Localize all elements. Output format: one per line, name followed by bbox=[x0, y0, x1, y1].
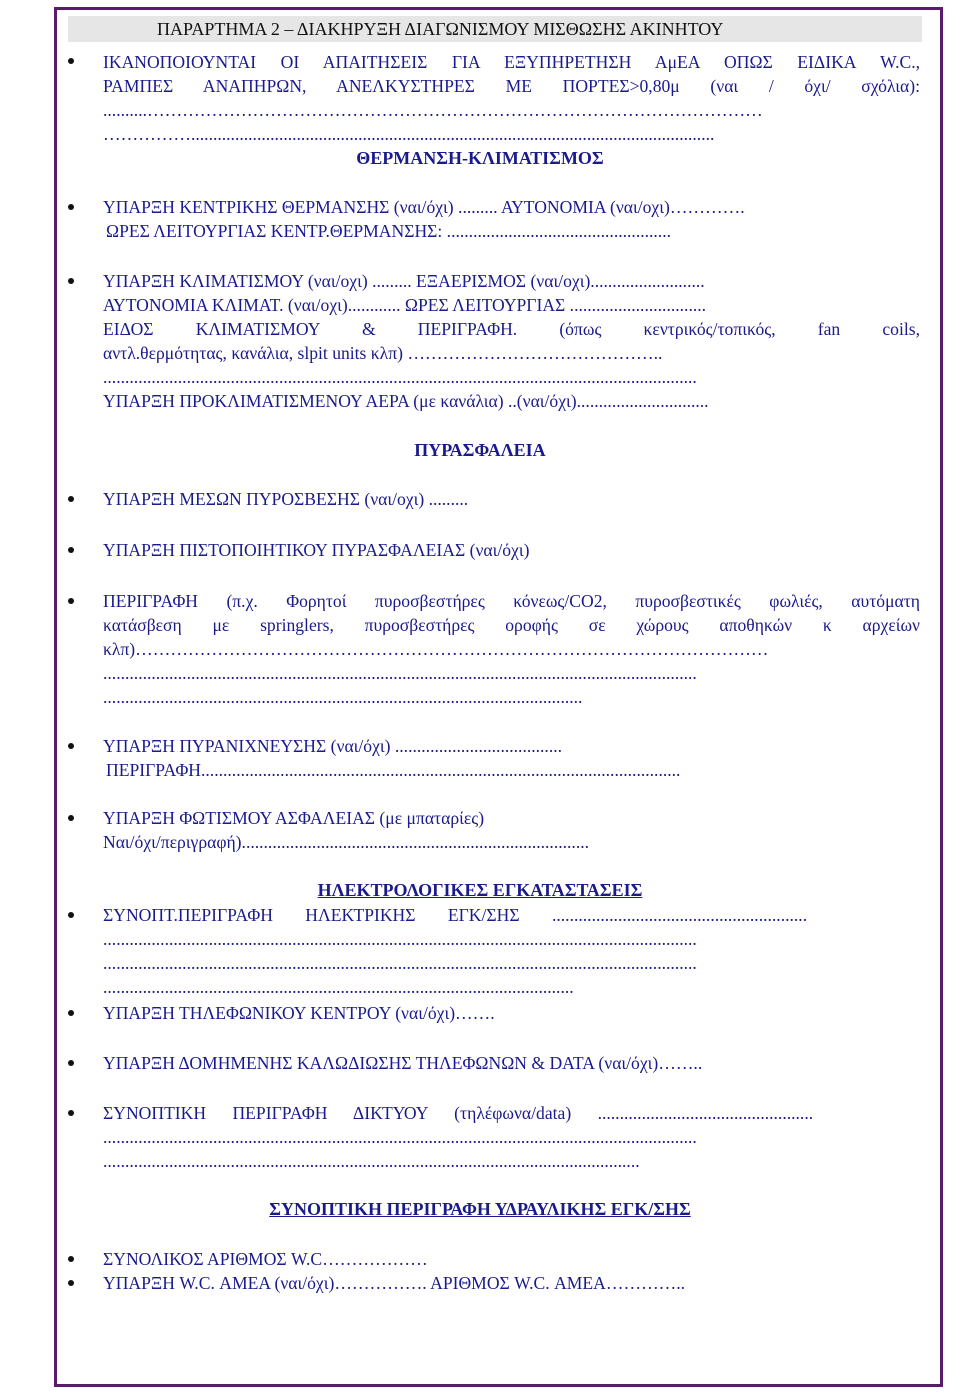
bullet bbox=[68, 278, 74, 284]
doc-line: Ναι/όχι/περιγραφή)............................................................................... bbox=[103, 832, 590, 852]
doc-line: ....................................................................................................................................... bbox=[103, 929, 697, 949]
doc-line: ............................................................................................................. bbox=[103, 687, 583, 707]
bullet bbox=[68, 496, 74, 502]
doc-line: ΠΕΡΙΓΡΑΦΗ............................................................................................................. bbox=[106, 760, 681, 780]
bullet bbox=[68, 743, 74, 749]
bullet bbox=[68, 204, 74, 210]
doc-line: ΣΥΝΟΛΙΚΟΣ ΑΡΙΘΜΟΣ W.C……………… bbox=[103, 1249, 428, 1269]
doc-line: ΣΥΝΟΠΤ.ΠΕΡΙΓΡΑΦΗ ΗΛΕΚΤΡΙΚΗΣ ΕΓΚ/ΣΗΣ .......................................................... bbox=[103, 905, 808, 925]
doc-line: ΠΕΡΙΓΡΑΦΗ (π.χ. Φορητοί πυροσβεστήρες κόνεως/CO2, πυροσβεστικές φωλιές, αυτόματη bbox=[103, 591, 920, 611]
bullet bbox=[68, 58, 74, 64]
doc-line: ΥΠΑΡΞΗ ΔΟΜΗΜΕΝΗΣ ΚΑΛΩΔΙΩΣΗΣ ΤΗΛΕΦΩΝΩΝ & DATA (ναι/όχι)…….. bbox=[103, 1053, 703, 1073]
doc-line: ΑΥΤΟΝΟΜΙΑ ΚΛΙΜΑΤ. (ναι/οχι)............ ΩΡΕΣ ΛΕΙΤΟΥΡΓΙΑΣ ............................... bbox=[103, 295, 707, 315]
doc-line: ΣΥΝΟΠΤΙΚΗ ΠΕΡΙΓΡΑΦΗ ΔΙΚΤΥΟΥ (τηλέφωνα/data) ................................................. bbox=[103, 1103, 814, 1123]
section-heading: ΗΛΕΚΤΡΟΛΟΓΙΚΕΣ ΕΓΚΑΤΑΣΤΑΣΕΙΣ bbox=[317, 880, 643, 900]
doc-line: ΥΠΑΡΞΗ ΠΥΡΑΝΙΧΝΕΥΣΗΣ (ναι/όχι) ...................................... bbox=[103, 736, 563, 756]
doc-line: ΥΠΑΡΞΗ W.C. ΑΜΕΑ (ναι/όχι)……………. ΑΡΙΘΜΟΣ W.C. ΑΜΕΑ………….. bbox=[103, 1273, 686, 1293]
bullet bbox=[68, 598, 74, 604]
doc-line: .......................................................................................................................... bbox=[103, 1151, 640, 1171]
section-heading: ΘΕΡΜΑΝΣΗ-ΚΛΙΜΑΤΙΣΜΟΣ bbox=[356, 148, 604, 168]
doc-line: ΥΠΑΡΞΗ ΜΕΣΩΝ ΠΥΡΟΣΒΕΣΗΣ (ναι/οχι) ......... bbox=[103, 489, 469, 509]
doc-line: κλπ)……………………………………………………………………………………………… bbox=[103, 639, 769, 659]
doc-line: ΥΠΑΡΞΗ ΠΙΣΤΟΠΟΙΗΤΙΚΟΥ ΠΥΡΑΣΦΑΛΕΙΑΣ (ναι/όχι) bbox=[103, 540, 530, 560]
doc-line: κατάσβεση με springlers, πυροσβεστήρες οροφής σε χώρους αποθηκών κ αρχείων bbox=[103, 615, 920, 635]
section-heading: ΣΥΝΟΠΤΙΚΗ ΠΕΡΙΓΡΑΦΗ ΥΔΡΑΥΛΙΚΗΣ ΕΓΚ/ΣΗΣ bbox=[269, 1199, 691, 1219]
doc-line: ΙΚΑΝΟΠΟΙΟΥΝΤΑΙ ΟΙ ΑΠΑΙΤΗΣΕΙΣ ΓΙΑ ΕΞΥΠΗΡΕΤΗΣΗ ΑμΕΑ ΟΠΩΣ ΕΙΔΙΚΑ W.C., bbox=[103, 52, 920, 72]
doc-line: ΡΑΜΠΕΣ ΑΝΑΠΗΡΩΝ, ΑΝΕΛΚΥΣΤΗΡΕΣ ΜΕ ΠΟΡΤΕΣ>0,80μ (ναι / όχι/ σχόλια): bbox=[103, 76, 920, 96]
doc-line: ΥΠΑΡΞΗ ΠΡΟΚΛΙΜΑΤΙΣΜΕΝΟΥ ΑΕΡΑ (με κανάλια) ..(ναι/όχι).............................. bbox=[103, 391, 709, 411]
doc-line: ....................................................................................................................................... bbox=[103, 367, 697, 387]
doc-line: ……………....................................................................................................................... bbox=[103, 124, 715, 144]
bullet bbox=[68, 912, 74, 918]
doc-line: ....................................................................................................................................... bbox=[103, 663, 697, 683]
doc-line: ΩΡΕΣ ΛΕΙΤΟΥΡΓΙΑΣ ΚΕΝΤΡ.ΘΕΡΜΑΝΣΗΣ: ................................................... bbox=[106, 221, 672, 241]
bullet bbox=[68, 1280, 74, 1286]
doc-line: ΥΠΑΡΞΗ ΚΛΙΜΑΤΙΣΜΟΥ (ναι/οχι) ......... ΕΞΑΕΡΙΣΜΟΣ (ναι/οχι).......................... bbox=[103, 271, 705, 291]
doc-line: ....................................................................................................................................... bbox=[103, 953, 697, 973]
doc-line: ....................................................................................................................................... bbox=[103, 1127, 697, 1147]
bullet bbox=[68, 1110, 74, 1116]
bullet bbox=[68, 1010, 74, 1016]
bullet bbox=[68, 1060, 74, 1066]
doc-line: ........................................................................................................... bbox=[103, 977, 574, 997]
doc-line: ..........…………………………………………………………………………………………… bbox=[103, 100, 763, 120]
doc-line: αντλ.θερμότητας, κανάλια, slpit units κλπ) …………………………………….. bbox=[103, 343, 663, 363]
bullet bbox=[68, 547, 74, 553]
page-header: ΠΑΡΑΡΤΗΜΑ 2 – ΔΙΑΚΗΡΥΞΗ ΔΙΑΓΩΝΙΣΜΟΥ ΜΙΣΘΩΣΗΣ ΑΚΙΝΗΤΟΥ bbox=[68, 16, 922, 42]
doc-line: ΥΠΑΡΞΗ ΚΕΝΤΡΙΚΗΣ ΘΕΡΜΑΝΣΗΣ (ναι/όχι) ......... ΑΥΤΟΝΟΜΙΑ (ναι/οχι)…………. bbox=[103, 197, 745, 217]
section-heading: ΠΥΡΑΣΦΑΛΕΙΑ bbox=[414, 440, 546, 460]
doc-line: ΥΠΑΡΞΗ ΤΗΛΕΦΩΝΙΚΟΥ ΚΕΝΤΡΟΥ (ναι/όχι)……. bbox=[103, 1003, 495, 1023]
bullet bbox=[68, 1256, 74, 1262]
bullet bbox=[68, 815, 74, 821]
doc-line: ΕΙΔΟΣ ΚΛΙΜΑΤΙΣΜΟΥ & ΠΕΡΙΓΡΑΦΗ. (όπως κεντρικός/τοπικός, fan coils, bbox=[103, 319, 920, 339]
doc-line: ΥΠΑΡΞΗ ΦΩΤΙΣΜΟΥ ΑΣΦΑΛΕΙΑΣ (με μπαταρίες) bbox=[103, 808, 485, 828]
